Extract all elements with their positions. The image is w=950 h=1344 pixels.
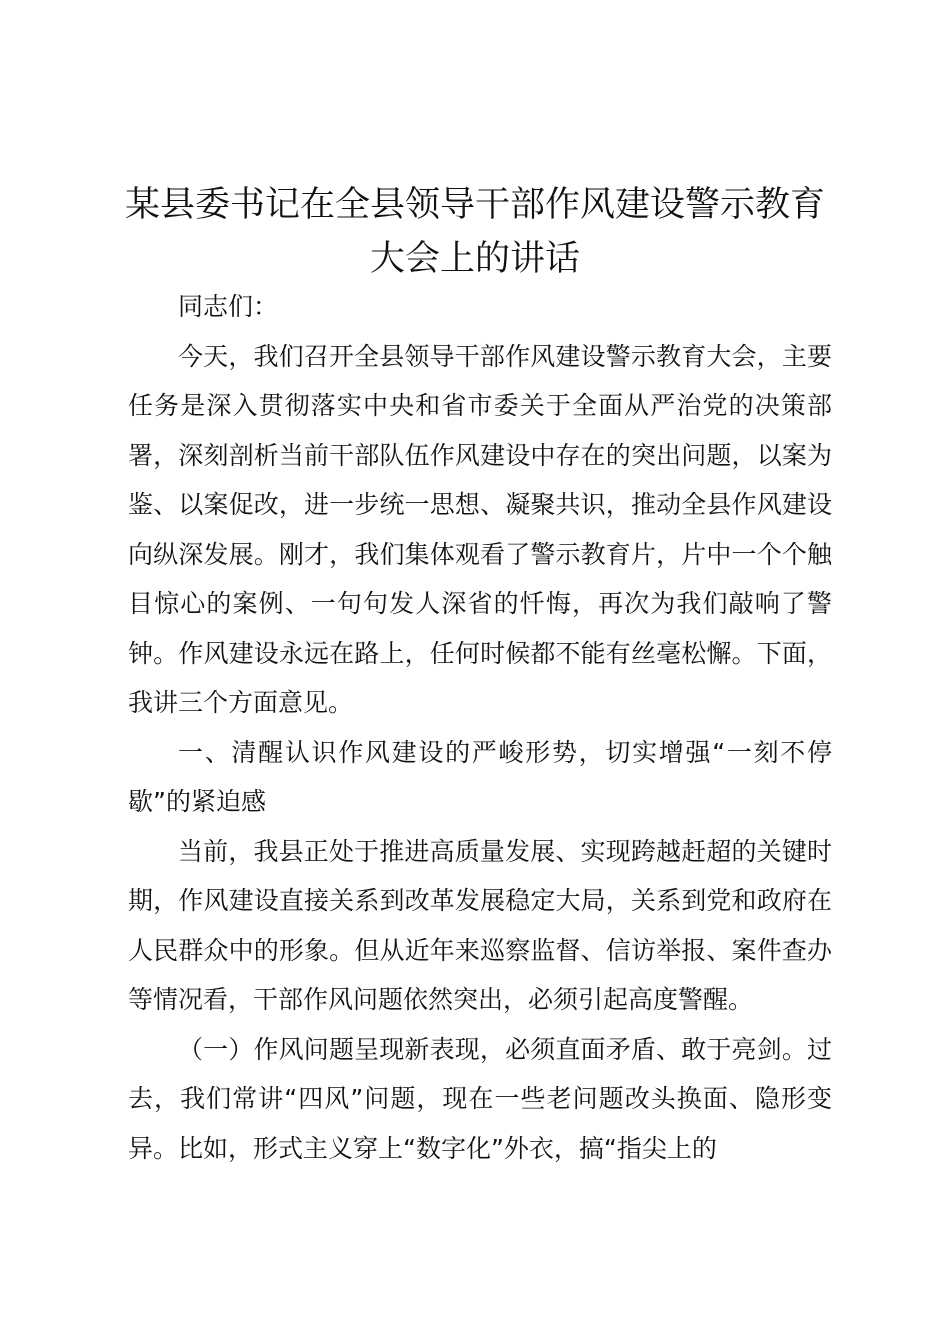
- document-body: [128, 282, 832, 1173]
- title-line-2: 大会上的讲话: [369, 239, 580, 279]
- section-heading-1: 一、清醒认识作风建设的严峻形势，切实增强“一刻不停歇”的紧迫感: [128, 737, 832, 816]
- title-line-1: 某县委书记在全县领导干部作风建设警示教育: [124, 185, 825, 225]
- paragraph-subsection-1: （一）作风问题呈现新表现，必须直面矛盾、敢于亮剑。过去，我们常讲“四风”问题，现在一些老问题改头换面、隐形变异。比如，形式主义穿上“数字化”外衣，搞“指尖上的: [128, 1034, 832, 1163]
- salutation: 同志们：: [178, 292, 279, 321]
- paragraph-situation: 当前，我县正处于推进高质量发展、实现跨越赶超的关键时期，作风建设直接关系到改革发展稳定大局，关系到党和政府在人民群众中的形象。但从近年来巡察监督、信访举报、案件查办等情况看，干部作风问题依然突出，必须引起高度警醒。: [128, 836, 832, 1014]
- document-title: [110, 178, 840, 286]
- paragraph-intro: 今天，我们召开全县领导干部作风建设警示教育大会，主要任务是深入贯彻落实中央和省市委关于全面从严治党的决策部署，深刻剖析当前干部队伍作风建设中存在的突出问题，以案为鉴、以案促改，进一步统一思想、凝聚共识，推动全县作风建设向纵深发展。刚才，我们集体观看了警示教育片，片中一个个触目惊心的案例、一句句发人深省的忏悔，再次为我们敲响了警钟。作风建设永远在路上，任何时候都不能有丝毫松懈。下面，我讲三个方面意见。: [128, 341, 832, 717]
